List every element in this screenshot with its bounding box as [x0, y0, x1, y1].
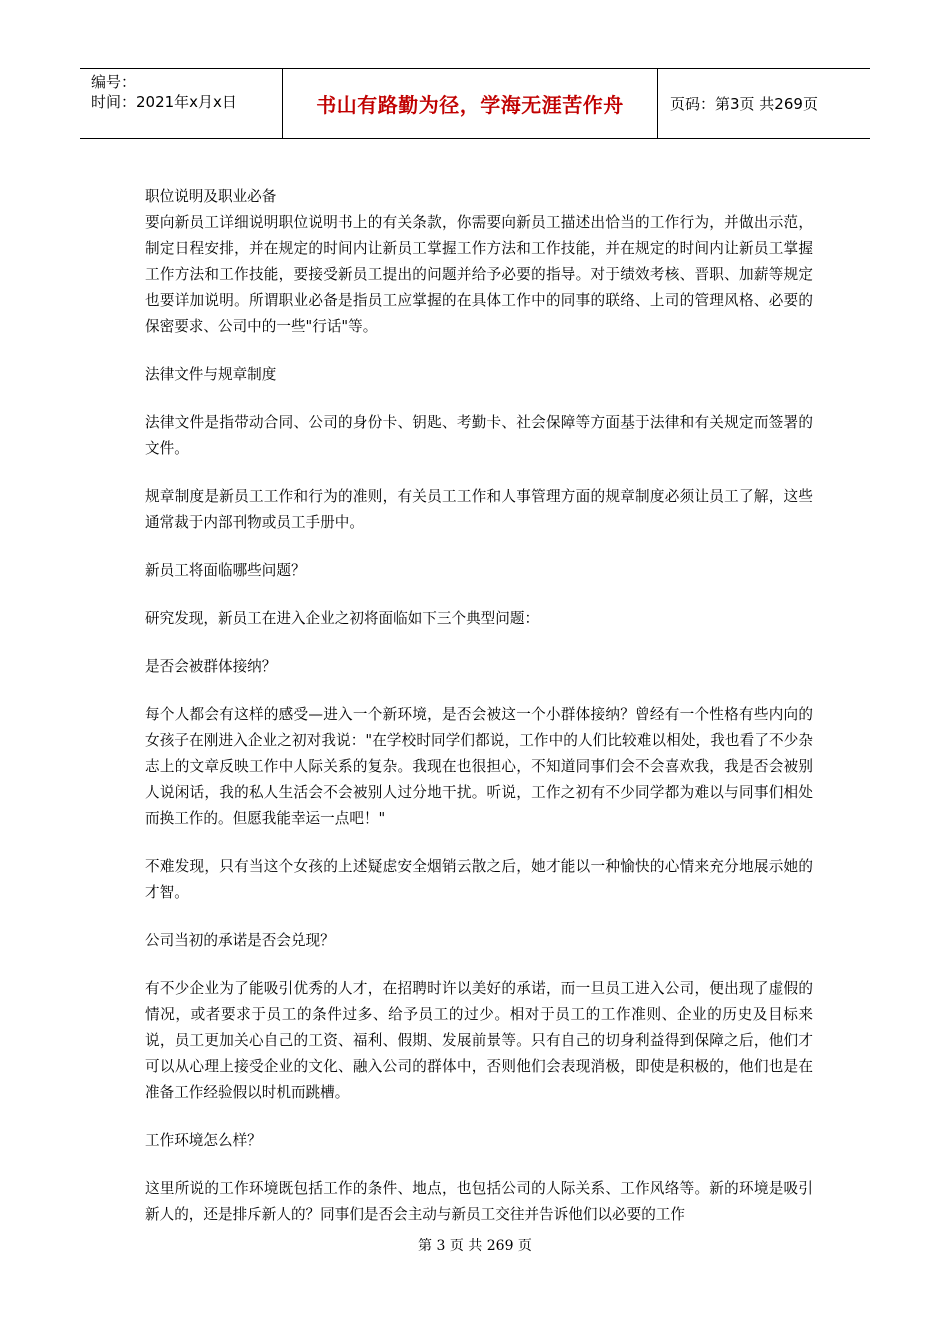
- paragraph: 研究发现，新员工在进入企业之初将面临如下三个典型问题：: [145, 610, 540, 627]
- section-heading: 新员工将面临哪些问题？: [145, 562, 306, 579]
- paragraph: 每个人都会有这样的感受—进入一个新环境，是否会被这一个小群体接纳？曾经有一个性格有些内向的女孩子在刚进入企业之初对我说："在学校时同学们都说，工作中的人们比较难以相处，我也看了不少杂志上的文章反映工作中人际关系的复杂。我现在也很担心，不知道同事们会不会喜欢我，我是否会被别人说闲话，我的私人生活会不会被别人过分地干扰。听说，工作之初有不少同学都为难以与同事们相处而换工作的。但愿我能幸运一点吧！": [145, 706, 813, 827]
- section-heading: 工作环境怎么样？: [145, 1132, 262, 1149]
- section-heading: 是否会被群体接纳？: [145, 658, 277, 675]
- section-heading: 公司当初的承诺是否会兑现？: [145, 932, 335, 949]
- paragraph: 规章制度是新员工工作和行为的准则，有关员工工作和人事管理方面的规章制度必须让员工了解，这些通常裁于内部刊物或员工手册中。: [145, 488, 813, 531]
- paragraph: 法律文件是指带动合同、公司的身份卡、钥匙、考勤卡、社会保障等方面基于法律和有关规定而签署的文件。: [145, 414, 813, 457]
- page-header: [80, 68, 870, 139]
- header-date: 时间：2021年x月x日: [91, 93, 237, 111]
- header-meta: [80, 69, 283, 138]
- paragraph: 有不少企业为了能吸引优秀的人才，在招聘时许以美好的承诺，而一旦员工进入公司，便出现了虚假的情况，或者要求于员工的条件过多、给予员工的过少。相对于员工的工作准则、企业的历史及目标来说，员工更加关心自己的工资、福利、假期、发展前景等。只有自己的切身利益得到保障之后，他们才可以从心理上接受企业的文化、融入公司的群体中，否则他们会表现消极，即使是积极的，他们也是在准备工作经验假以时机而跳槽。: [145, 980, 813, 1101]
- paragraph: 不难发现，只有当这个女孩的上述疑虑安全烟销云散之后，她才能以一种愉快的心情来充分地展示她的才智。: [145, 858, 813, 901]
- section-heading: 职位说明及职业必备: [145, 188, 277, 205]
- header-page-info: 页码：第3页 共269页: [670, 95, 818, 113]
- header-motto: 书山有路勤为径，学海无涯苦作舟: [283, 69, 658, 138]
- section-heading: 法律文件与规章制度: [145, 366, 277, 383]
- header-code: 编号：: [91, 73, 137, 91]
- page-footer: 第 3 页 共 269 页: [418, 1238, 532, 1254]
- document-body: [145, 184, 813, 1250]
- paragraph: 要向新员工详细说明职位说明书上的有关条款，你需要向新员工描述出恰当的工作行为，并做出示范，制定日程安排，并在规定的时间内让新员工掌握工作方法和工作技能，并在规定的时间内让新员工掌握工作方法和工作技能，要接受新员工提出的问题并给予必要的指导。对于绩效考核、晋职、加薪等规定也要详加说明。所谓职业必备是指员工应掌握的在具体工作中的同事的联络、上司的管理风格、必要的保密要求、公司中的一些"行话"等。: [145, 214, 813, 335]
- paragraph: 这里所说的工作环境既包括工作的条件、地点，也包括公司的人际关系、工作风络等。新的环境是吸引新人的，还是排斥新人的？同事们是否会主动与新员工交往并告诉他们以必要的工作: [145, 1180, 813, 1223]
